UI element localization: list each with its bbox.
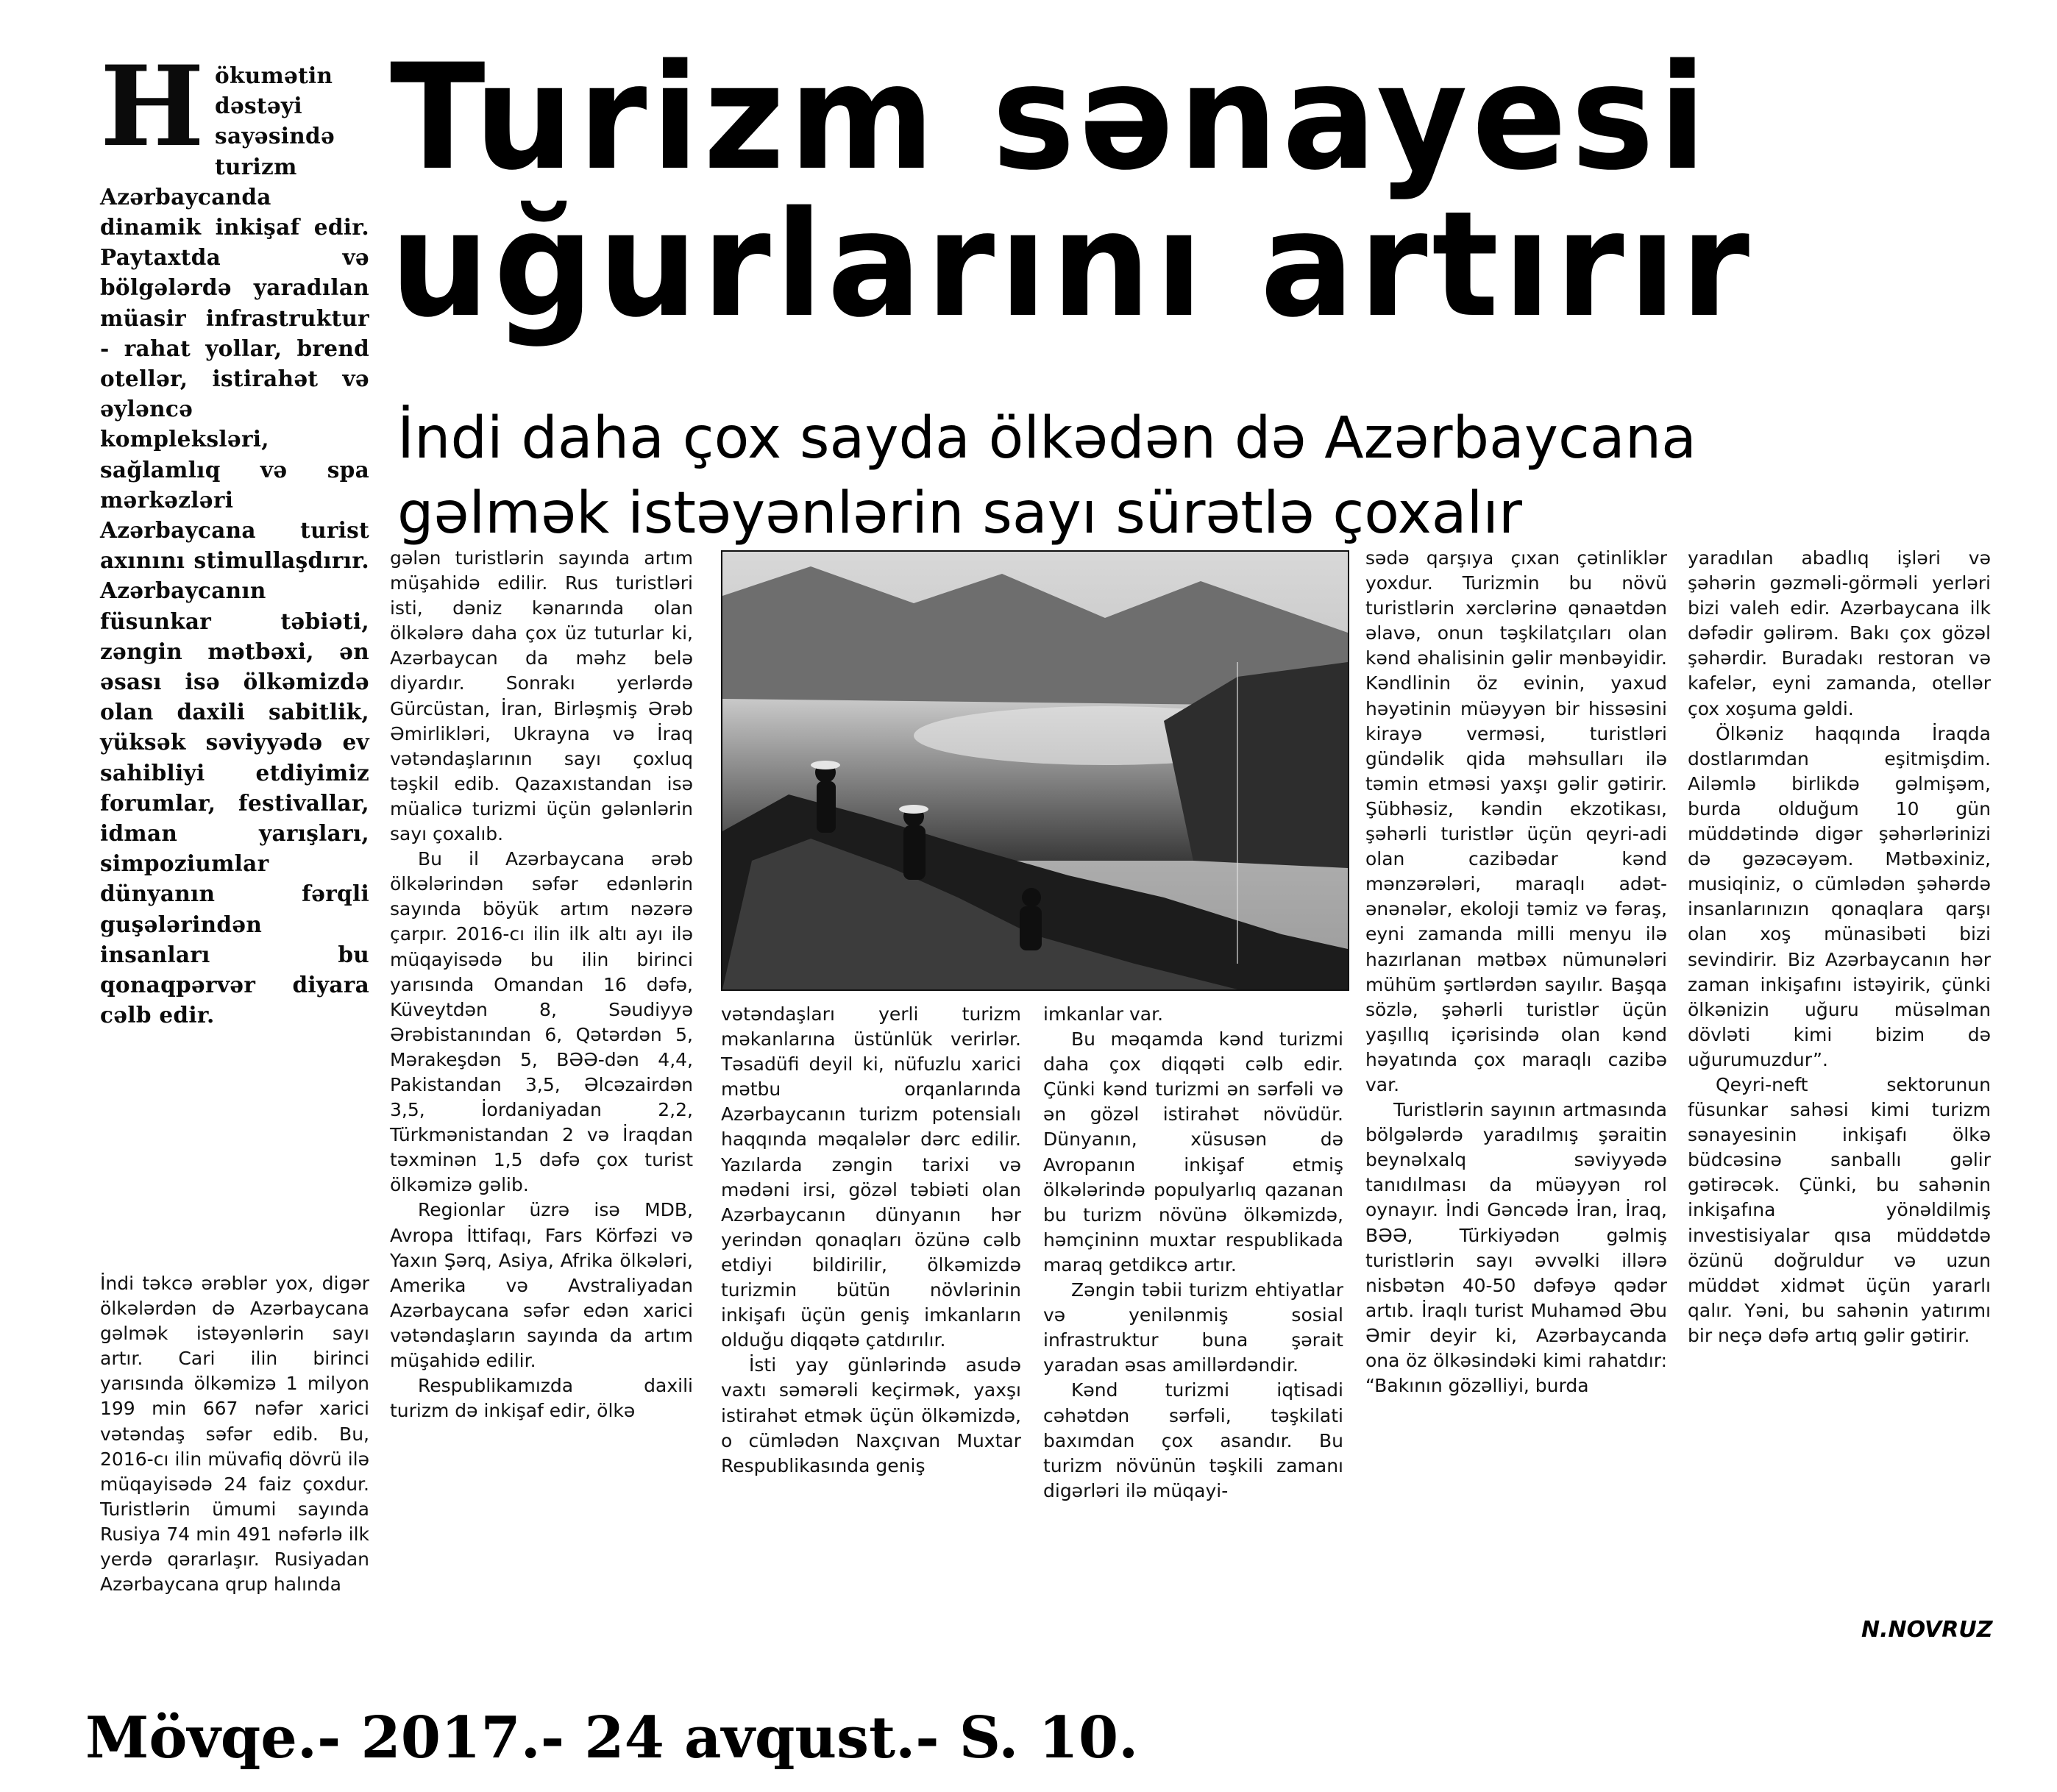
headline (390, 32, 1887, 349)
col5-paragraph: sədə qarşıya çıxan çətinliklər yoxdur. Turizmin bu növü turistlərin xərclərinə qənaətdən əlavə, onun təşkilatçıları olan kənd əhalisinin gəlir mənbəyidir. Kəndlinin öz evinin, yaxud həyətinin müəyyən bir hissəsini kirayə verməsi, turistləri gündəlik qida məhsulları ilə təmin etməsi yaxşı gəlir gətirir. Şübhəsiz, kəndin ekzotikası, şəhərli turistlər üçün qeyri-adi olan cazibədar kənd mənzərələri, maraqlı adət-ənənələr, ekoloji təmiz və fəraş, eyni zamanda milli menyu ilə hazırlanan mətbəx nümunələri mühüm şərtlərdən sayılır. Başqa sözlə, şəhərli turistlər üçün yaşıllıq içərisində olan kənd həyatında çox maraqlı cazibə var. (1365, 547, 1667, 1095)
col5-paragraph: Turistlərin sayının artmasında bölgələrdə yaradılmış şəraitin beynəlxalq səviyyədə tanıdılması da müəyyən rol oynayır. İndi Gəncədə İran, İraq, BƏƏ, Türkiyədən gəlmiş turistlərin sayı əvvəlki illərə nisbətən 40-50 dəfəyə qədər artıb. İraqlı turist Muhaməd Əbu Əmir deyir ki, Azərbaycanda ona öz ölkəsindəki kimi rahatdır: “Bakının gözəlliyi, burda (1365, 1099, 1667, 1397)
subheadline-line-1: İndi daha çox sayda ölkədən də Azərbaycana (397, 405, 1697, 472)
col6-paragraph: Ölkəniz haqqında İraqda dostlarımdan eşitmişdim. Ailəmlə birlikdə gəlmişəm, burda olduğum 10 gün müddətində digər şəhərlərinizi də gəzəcəyəm. Mətbəxiniz, musiqiniz, o cümlədən şəhərdə insanlarınızın qonaqlara qarşı olan xoş münasibəti bizi sevindirir. Biz Azərbaycanın hər zaman inkişafını istəyirik, çünki ölkənizin uğuru müsəlman dövləti kimi bizim də uğurumuzdur”. (1688, 722, 1991, 1070)
intro-continuation-text: İndi təkcə ərəblər yox, digər ölkələrdən də Azərbaycana gəlmək istəyənlərin sayı artır. Cari ilin birinci yarısında ölkəmizə 1 milyon 199 min 667 nəfər xarici vətəndaş səfər edib. Bu, 2016-cı ilin müvafiq dövrü ilə müqayisədə 24 faiz çoxdur. Turistlərin ümumi sayında Rusiya 74 min 491 nəfərlə ilk yerdə qərarlaşır. Rusiyadan Azərbaycana qrup halında (100, 1273, 369, 1596)
column-6 (1688, 546, 1991, 1348)
col2-paragraph: Regionlar üzrə isə MDB, Avropa İttifaqı, Fars Körfəzi və Yaxın Şərq, Asiya, Afrika ölkələri, Amerika və Avstraliyadan Azərbaycana səfər edən xarici vətəndaşların sayında da artım müşahidə edilir. (390, 1199, 693, 1371)
col4-paragraph: Zəngin təbii turizm ehtiyatlar və yenilənmiş sosial infrastruktur buna şərait yaradan əsas amillərdəndir. (1043, 1279, 1343, 1376)
col2-paragraph: Bu il Azərbaycana ərəb ölkələrindən səfər edənlərin sayında böyük artım nəzərə çarpır. 2016-cı ilin ilk altı ayı ilə müqayisədə bu ilin birinci yarısında Omandan 16 dəfə, Küveytdən 8, Səudiyyə Ərəbistanından 6, Qətərdən 5, Mərakeşdən 5, BƏƏ-dən 4,4, Pakistandan 3,5, Əlcəzairdən 3,5, İordaniyadan 2,2, Türkmənistandan 2 və İraqdan təxminən 1,5 dəfə çox turist ölkəmizə gəlib. (390, 848, 693, 1196)
col6-paragraph: yaradılan abadlıq işləri və şəhərin gəzməli-görməli yerləri bizi valeh edir. Azərbaycana ilk dəfədir gəlirəm. Bakı çox gözəl şəhərdir. Buradakı restoran və kafelər, eyni zamanda, otellər çox xoşuma gəldi. (1688, 547, 1991, 719)
photo-image (722, 552, 1348, 989)
headline-line-2: uğurlarını artırır (390, 179, 1754, 349)
intro-column (100, 42, 369, 1031)
col3-paragraph: İsti yay günlərində asudə vaxtı səmərəli keçirmək, yaxşı istirahət etmək üçün ölkəmizdə, o cümlədən Naxçıvan Muxtar Respublikasında geniş (721, 1354, 1021, 1476)
headline-line-1: Turizm sənayesi (390, 32, 1711, 202)
drop-cap: H (100, 42, 205, 171)
col6-paragraph: Qeyri-neft sektorunun füsunkar sahəsi kimi turizm sənayesinin inkişafı ölkə büdcəsinə sanballı gəlir gətirəcək. Çünki, bu sahənin inkişafına yönəldilmiş investisiyalar qısa müddətdə özünü doğruldur və uzun müddət xidmət üçün yararlı qalır. Yəni, bu sahənin yatırımı bir neçə dəfə artıq gəlir gətirir. (1688, 1073, 1991, 1346)
col4-paragraph: Bu məqamda kənd turizmi daha çox diqqəti cəlb edir. Çünki kənd turizmi ən sərfəli və ən gözəl istirahət növüdür. Dünyanın, xüsusən də Avropanın inkişaf etmiş ölkələrində populyarlıq qazanan bu turizm növünə ölkəmizdə, həmçininn muxtar respublikada maraq getdikcə artır. (1043, 1028, 1343, 1276)
column-5 (1365, 546, 1667, 1398)
column-3 (721, 1002, 1021, 1479)
col2-paragraph: gələn turistlərin sayında artım müşahidə edilir. Rus turistləri isti, dəniz kənarında olan ölkələrə daha çox üz tuturlar ki, Azərbaycan da məhz belə diyardır. Sonrakı yerlərdə Gürcüstan, İran, Birləşmiş Ərəb Əmirlikləri, Ukrayna və İraq vətəndaşlarının sayı çoxluq təşkil edib. Qazaxıstandan isə müalicə turizmi üçün gələnlərin sayı çoxalıb. (390, 547, 693, 845)
lead-bold-text: ökumətin dəstəyi sayəsində turizm Azərbaycanda dinamik inkişaf edir. Paytaxtda və bölgələrdə yaradılan müasir infrastruktur - rahat yollar, brend otellər, istirahət və əyləncə kompleksləri, sağlamlıq və spa mərkəzləri Azərbaycana turist axınını stimullaşdırır. Azərbaycanın füsunkar təbiəti, zəngin mətbəxi, ən əsası isə ölkəmizdə olan daxili sabitlik, yüksək səviyyədə ev sahibliyi etdiyimiz forumlar, festivallar, idman yarışları, simpoziumlar dünyanın fərqli guşələrindən insanları bu qonaqpərvər diyara cəlb edir. (100, 63, 369, 1028)
column-4 (1043, 1002, 1343, 1504)
subheadline (397, 401, 1979, 551)
author-signature: N.NOVRUZ (1861, 1617, 1993, 1643)
tourists-lake-photo (721, 550, 1349, 991)
col3-paragraph: vətəndaşları yerli turizm məkanlarına üstünlük verirlər. Təsadüfi deyil ki, nüfuzlu xarici mətbu orqanlarında Azərbaycanın turizm potensialı haqqında məqalələr dərc edilir. Yazılarda zəngin tarixi və mədəni irsi, gözəl təbiəti olan Azərbaycanın dünyanın hər yerindən qonaqları özünə cəlb etdiyi bildirilir, ölkəmizdə turizmin bütün növlərinin inkişafı üçün geniş imkanların olduğu diqqətə çatdırılır. (721, 1003, 1021, 1351)
source-citation: Mövqe.- 2017.- 24 avqust.- S. 10. (85, 1704, 1139, 1771)
col2-paragraph: Respublikamızda daxili turizm də inkişaf edir, ölkə (390, 1375, 693, 1422)
subheadline-line-2: gəlmək istəyənlərin sayı sürətlə çoxalır (397, 480, 1522, 547)
lead-paragraph (100, 42, 369, 1031)
col4-paragraph: imkanlar var. (1043, 1003, 1164, 1025)
col4-paragraph: Kənd turizmi iqtisadi cəhətdən sərfəli, təşkilati baxımdan çox asandır. Bu turizm növünün təşkili zamanı digərləri ilə müqayi- (1043, 1379, 1343, 1501)
column-2 (390, 546, 693, 1423)
intro-continuation-column (100, 1271, 369, 1597)
